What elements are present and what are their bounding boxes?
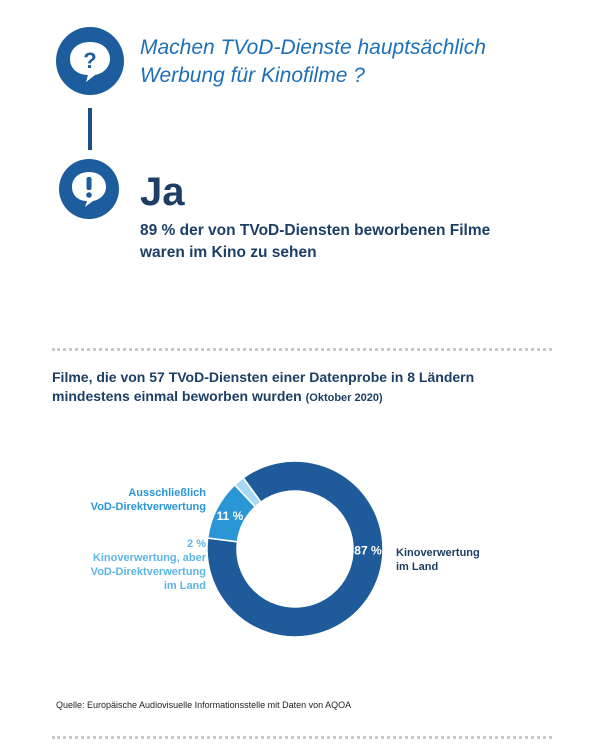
value-label-slice-vod-direkt: 11 % xyxy=(216,508,244,523)
svg-text:?: ? xyxy=(83,48,97,73)
question-title xyxy=(140,34,580,90)
question-line-1: Machen TVoD-Dienste hauptsächlich xyxy=(140,36,486,59)
label-vod-direkt xyxy=(40,486,206,514)
chart-title-date: (Oktober 2020) xyxy=(305,392,383,404)
label-vod-direkt-line-2: VoD-Direktverwertung xyxy=(90,501,206,513)
label-vod-direkt-line-1: Ausschließlich xyxy=(128,487,206,499)
label-kino-aber-vod xyxy=(40,537,206,593)
dotted-divider-top xyxy=(52,348,552,351)
label-kino-aber-vod-line-3: im Land xyxy=(163,580,206,592)
chart-title-main: Filme, die von 57 TVoD-Diensten einer Datenprobe in 8 Ländern mindestens einmal beworben wurden xyxy=(52,369,475,404)
connector-line xyxy=(88,108,92,150)
answer-line-2: waren im Kino zu sehen xyxy=(140,244,317,261)
question-line-2: Werbung für Kinofilme ? xyxy=(140,64,365,87)
label-kino-aber-vod-line-1: Kinoverwertung, aber xyxy=(92,552,206,564)
answer-line-1: 89 % der von TVoD-Diensten beworbenen Filme xyxy=(140,222,491,239)
value-label-slice-kinoverwertung: 87 % xyxy=(354,543,382,558)
chart-title xyxy=(52,368,552,408)
label-kinoverwertung xyxy=(396,546,480,574)
label-kino-aber-vod-line-2: VoD-Direktverwertung xyxy=(90,566,206,578)
label-kinoverwertung-line-2: im Land xyxy=(396,561,439,573)
exclamation-mark-icon xyxy=(58,158,120,220)
dotted-divider-bottom xyxy=(52,736,552,739)
label-kino-aber-vod-value: 2 % xyxy=(187,538,206,550)
answer-word: Ja xyxy=(140,170,185,214)
label-kinoverwertung-line-1: Kinoverwertung xyxy=(396,547,480,559)
question-mark-icon xyxy=(55,26,125,96)
answer-text xyxy=(140,220,560,264)
donut-chart xyxy=(200,454,390,644)
source-note: Quelle: Europäische Audiovisuelle Informationsstelle mit Daten von AQOA xyxy=(56,700,352,710)
